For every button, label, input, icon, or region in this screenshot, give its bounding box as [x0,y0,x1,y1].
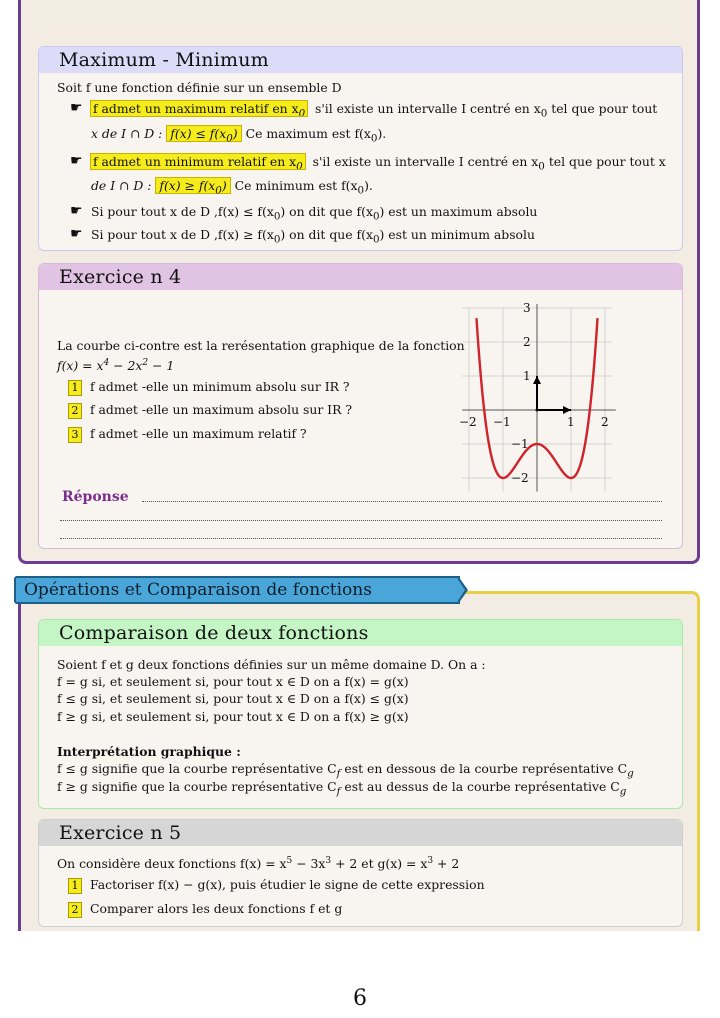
x-tick-label: 2 [601,415,609,429]
interpretation-heading: Interprétation graphique : [57,744,241,759]
x-tick-label: −2 [459,415,477,429]
answer-line [60,537,662,539]
number-badge: 2 [68,902,82,918]
banner-arrow-fill [457,578,465,602]
comparaison-title: Comparaison de deux fonctions [39,620,682,646]
comp-line2: f = g si, et seulement si, pour tout x ∈ D on a f(x) = g(x) [57,674,409,689]
number-badge: 1 [68,380,82,396]
max-absolu-line: Si pour tout x de D $,f(x) \le f(x_0)$ on dit que $f(x_0)$ est un maximum absolu [91,204,538,223]
answer-line [142,500,662,502]
comp-line4: f ≥ g si, et seulement si, pour tout x ∈ D on a f(x) ≥ g(x) [57,709,409,724]
number-badge: 2 [68,403,82,419]
exercice4-title: Exercice n 4 [39,264,682,290]
exercice5-title: Exercice n 5 [39,820,682,846]
vector-arrowhead [563,406,571,414]
unit-vectors [533,376,571,414]
comp-line1: Soient f et g deux fonctions définies sur un même domaine D. On a : [57,657,486,672]
min-relatif-line2: de I ∩ D : $f(x) \ge f(x_0)$ Ce minimum est $f(x_0)$. [91,178,373,197]
ex4-text-line1: La courbe ci-contre est la rerésentation graphique de la fonction [57,338,465,353]
number-badge: 1 [68,878,82,894]
ex4-question-3: 3 f admet -elle un maximum relatif ? [68,426,307,443]
maxmin-title: Maximum - Minimum [39,47,682,73]
ex5-statement: On considère deux fonctions $f(x) = x^5 - 3x^3 + 2$ et $g(x) = x^3 + 2$ [57,856,460,872]
y-tick-label: 1 [523,369,531,383]
x-tick-label: 1 [567,415,575,429]
max-relatif-line2: x de I ∩ D : $f(x) \le f(x_0)$ Ce maximum est $f(x_0)$. [91,126,387,145]
answer-line [60,519,662,521]
comp-line3: f ≤ g si, et seulement si, pour tout x ∈ D on a f(x) ≤ g(x) [57,691,409,706]
y-tick-label: −1 [511,437,529,451]
section-banner: Opérations et Comparaison de fonctions [14,576,460,604]
ex5-question-2: 2 Comparer alors les deux fonctions f et g [68,901,342,918]
hand-pointer-icon: ☛ [70,203,83,219]
hand-pointer-icon: ☛ [70,153,83,169]
ex4-function: $f(x) = x^4 - 2x^2 - 1$ [57,358,175,374]
comp-line5: f ≤ g signifie que la courbe représentative $C_f$ est en dessous de la courbe représentative $C_g$ [57,761,634,780]
graph-axes [462,304,616,492]
y-tick-label: −2 [511,471,529,485]
origin-point [536,409,539,412]
hand-pointer-icon: ☛ [70,100,83,116]
ex4-question-2: 2 f admet -elle un maximum absolu sur IR ? [68,402,352,419]
y-tick-label: 3 [523,301,531,315]
vector-arrowhead [533,376,541,384]
y-tick-label: 2 [523,335,531,349]
comp-line6: f ≥ g signifie que la courbe représentative $C_f$ est au dessus de la courbe représentative $C_g$ [57,779,627,798]
x-tick-label: −1 [493,415,511,429]
ex5-question-1: 1 Factoriser f(x) − g(x), puis étudier le signe de cette expression [68,877,485,894]
min-absolu-line: Si pour tout x de D $,f(x) \ge f(x_0)$ on dit que $f(x_0)$ est un minimum absolu [91,227,535,246]
number-badge: 3 [68,427,82,443]
reponse-label: Réponse [62,489,129,505]
function-graph [455,298,630,494]
max-relatif-line1: f admet un maximum relatif en $x_0$ s'il existe un intervalle I centré en $x_0$ tel que pour tout [93,101,658,120]
min-relatif-line1: f admet un minimum relatif en $x_0$ s'il existe un intervalle I centré en $x_0$ tel que pour tout x [93,154,666,173]
hand-pointer-icon: ☛ [70,226,83,242]
maxmin-intro: Soit f une fonction définie sur un ensemble D [57,80,342,95]
ex4-question-1: 1 f admet -elle un minimum absolu sur IR ? [68,379,350,396]
page-number: 6 [353,986,367,1011]
